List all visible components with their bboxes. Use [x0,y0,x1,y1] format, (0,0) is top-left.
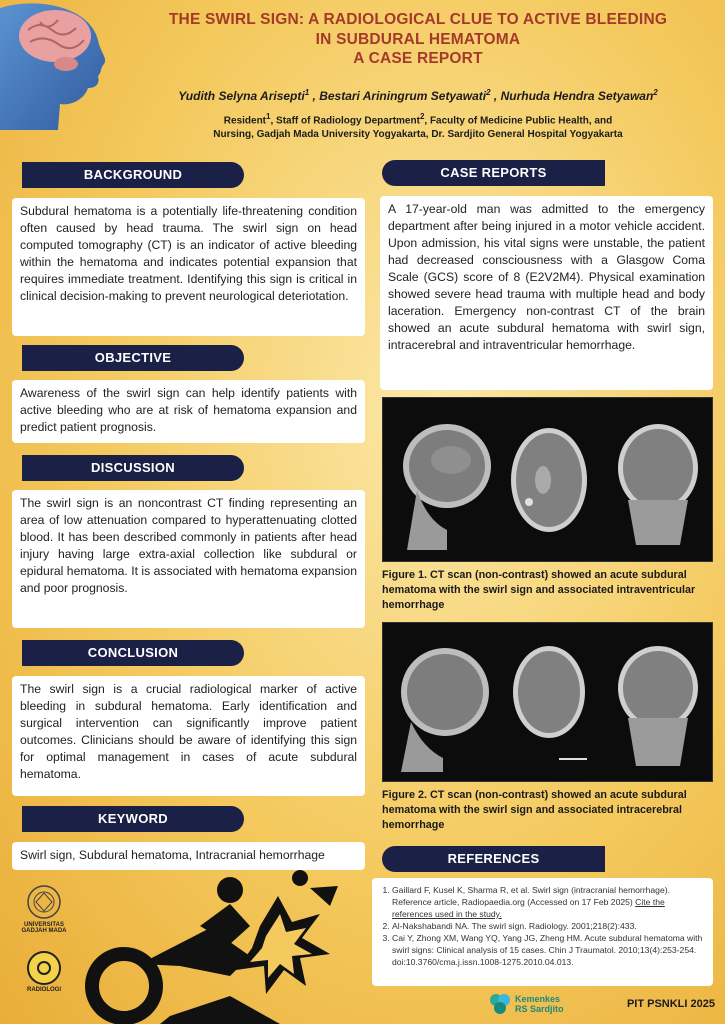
title-line-3: A CASE REPORT [353,50,483,67]
kemenkes-logo-icon [488,992,512,1016]
discussion-text: The swirl sign is an noncontrast CT finding representing an area of low attenuation compared to hyperattenuating clotted blood. It has been described commonly in patients after head injury having large extra-axial collection like subdural or epidural hematoma. It is associated with hematoma expansion and poor prognosis. [12,490,365,628]
ugm-seal-icon [26,884,62,920]
motorcycle-accident-illustration [80,866,340,1024]
figure-1-ct-scans [382,397,713,562]
ct-axial-1 [499,410,599,550]
affil-faculty: Faculty of Medicine Public Health, and [429,115,613,127]
affil-university: Nursing, Gadjah Mada University Yogyakarta, Dr. Sardjito General Hospital Yogyakarta [213,129,623,141]
author-1-affil: 1 [304,88,310,97]
affil-sup-1: 1 [266,112,271,121]
keyword-text: Swirl sign, Subdural hematoma, Intracranial hemorrhage [12,842,365,870]
background-heading: BACKGROUND [22,162,244,188]
ct-sagittal-1 [387,410,491,550]
ugm-logo-text [14,922,74,934]
reference-item-2: 2. Al-Nakshabandi NA. The swirl sign. Radiology. 2001;218(2):433. [392,920,705,932]
title-line-2: IN SUBDURAL HEMATOMA [315,30,521,48]
brain-head-illustration [0,0,120,130]
affil-sup-2: 2 [419,112,425,121]
author-2: Bestari Ariningrum Setyawati [319,89,487,103]
affil-resident: Resident [223,115,267,127]
ct-axial-2 [499,632,599,772]
rs-sardjito-label: RS Sardjito [515,1004,564,1014]
kemenkes-label: Kemenkes [515,994,561,1004]
event-tag: PIT PSNKLI 2025 [626,998,715,1010]
objective-text: Awareness of the swirl sign can help identify patients with active bleeding who are at risk of hematoma expansion and predict patient prognosis. [12,380,365,443]
figure-2-ct-scans [382,622,713,782]
kemenkes-logo-text [515,994,585,1014]
reference-item-3: 3. Cai Y, Zhong XM, Wang YQ, Yang JG, Zheng HM. Acute subdural hematoma with swirl signs: Clinical analysis of 15 cases. Chin J Traumatol. 2010;13(4):253-254. doi:10.3760/cma.j.issn.1008-1275.2010.04.013. [392,932,705,968]
conclusion-heading: CONCLUSION [22,640,244,666]
discussion-heading: DISCUSSION [22,455,244,481]
ugm-line-2: GADJAH MADA [21,928,67,934]
radiologi-logo-text: RADIOLOGI [27,987,61,993]
case-reports-heading: CASE REPORTS [382,160,605,186]
poster-title [118,10,718,69]
affil-staff: Staff of Radiology Department [276,115,420,127]
author-list: Yudith Selyna Arisepti$^1$ , Bestari Ariningrum Setyawati$^2$ , Nurhuda Hendra Setyawan$^2$ [178,88,658,103]
author-3: Nurhuda Hendra Setyawan [500,89,654,103]
case-reports-text: A 17-year-old man was admitted to the emergency department after being injured in a motor vehicle accident. Upon admission, his vital signs were unstable, the patient had decreased consciousness with a Glasgow Coma Scale (GCS) score of 8 (E2V2M4). Physical examination showed severe head trauma with multiple head and body laceration. Emergency non-contrast CT of the brain showed an acute subdural hematoma with swirl sign, intracerebral and intraventricular hemorrhage. [380,196,713,390]
references-heading: REFERENCES [382,846,605,872]
keyword-heading: KEYWORD [22,806,244,832]
background-text: Subdural hematoma is a potentially life-threatening condition often caused by head trauma. The swirl sign on head computed tomography (CT) is an indicator of active bleeding within the hematoma and indicates potential expansion that requires immediate treatment. Identifying this sign is critical in clinical decision-making to prevent neurological deteriotation. [12,198,365,336]
author-1: Yudith Selyna Arisepti [178,89,305,103]
author-2-affil: 2 [486,88,491,97]
ct-coronal-2 [608,632,708,772]
title-line-1: THE SWIRL SIGN: A RADIOLOGICAL CLUE TO ACTIVE BLEEDING [168,11,668,28]
affiliations: Resident$^1$, Staff of Radiology Department$^2$, Faculty of Medicine Public Health, and Nursing, Gadjah Mada University Yogyakarta, Dr. Sardjito General Hospital Yogyakarta [118,110,718,142]
radiologi-logo-icon [26,950,62,986]
ugm-line-1: UNIVERSITAS [24,922,64,928]
author-3-affil: 2 [653,88,658,97]
ct-sagittal-2 [387,632,491,772]
conclusion-text: The swirl sign is a crucial radiological marker of active bleeding in subdural hematoma. Early identification and surgical intervention can significantly improve patient outcomes. Clinicians should be aware of identifying this sign for optimal management in cases of acute subdural hematoma. [12,676,365,796]
figure-2-caption: Figure 2. CT scan (non-contrast) showed an acute subdural hematoma with the swirl sign and associated intracerebral hemorrhage [382,789,687,831]
cite-link[interactable]: Cite the references used in the study. [392,897,665,919]
ct-coronal-1 [608,410,708,550]
objective-heading: OBJECTIVE [22,345,244,371]
reference-item-1: 1. Gaillard F, Kusel K, Sharma R, et al. Swirl sign (intracranial hemorrhage). Reference article, Radiopaedia.org (Accessed on 17 Feb 2025) Cite the references used in the study. [392,884,705,920]
references-list [372,878,713,986]
figure-1-caption: Figure 1. CT scan (non-contrast) showed an acute subdural hematoma with the swirl sign and associated intraventricular hemorrhage [382,569,696,611]
